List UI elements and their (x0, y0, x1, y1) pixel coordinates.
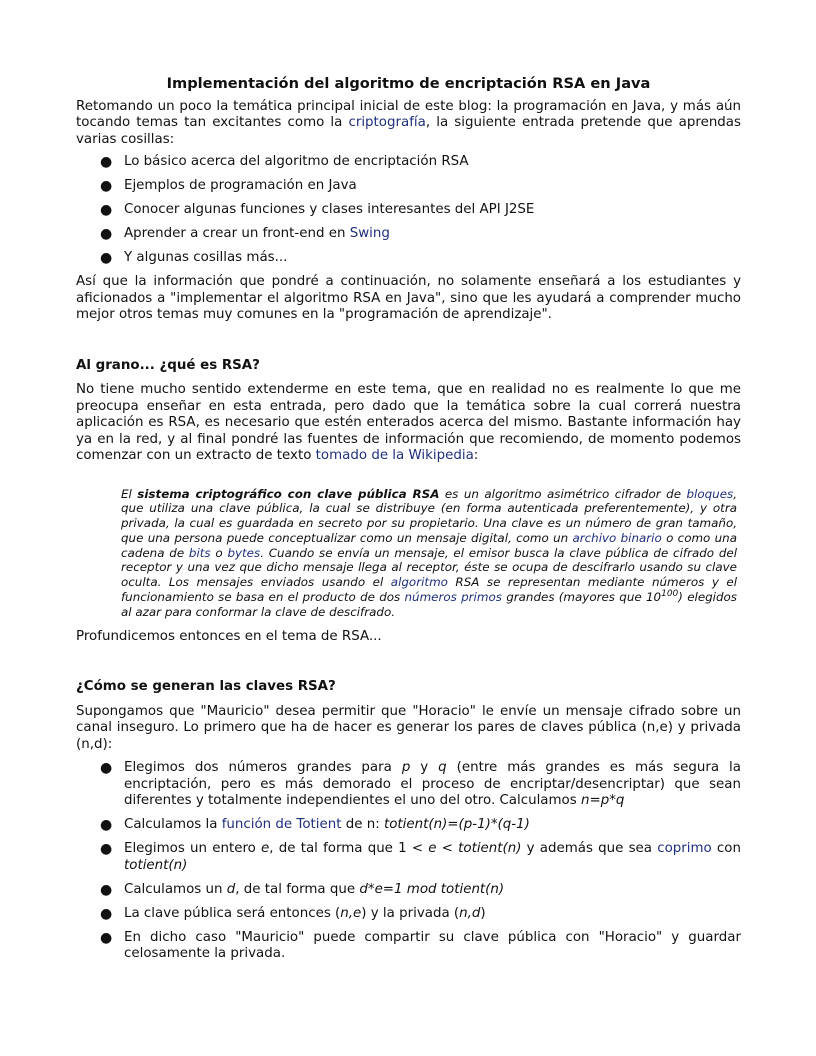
step-text: , de tal forma que 1 < (269, 841, 429, 857)
quote-text: El (121, 486, 138, 501)
step-text: Elegimos dos números grandes para (124, 760, 402, 776)
steps-list (76, 760, 741, 963)
step-text: de n: (341, 817, 384, 833)
bullet-icon: ● (100, 226, 113, 242)
step-text: y (410, 760, 439, 776)
intro-paragraph (76, 99, 741, 149)
list-item (76, 841, 741, 874)
bullet-icon: ● (100, 154, 113, 170)
paragraph-two: Así que la información que pondré a continuación, no solamente enseñará a los estudiantes y aficionados a "implementar el algoritmo RSA en Java", sino que les ayudará a comprender mucho mejor otros temas muy comunes en la "programación de aprendizaje". (76, 274, 741, 322)
bullet-icon: ● (100, 881, 113, 898)
quote-text: o (210, 545, 228, 560)
topics-list (76, 154, 741, 267)
list-item-text: Y algunas cosillas más... (124, 250, 288, 265)
section-rsa-paragraph (76, 382, 741, 465)
list-item (76, 250, 741, 267)
var-p: p (401, 760, 411, 776)
link-bloques[interactable]: bloques (686, 486, 734, 501)
var-q: q (438, 760, 447, 776)
var-d: d (226, 881, 236, 897)
link-swing[interactable]: Swing (349, 226, 390, 241)
step-text: (entre más grandes es más segura la encriptación, pero es más demorado el proceso de encriptar/desencriptar) que sean diferentes y totalmente independientes el uno del otro. Calculamos (124, 760, 741, 809)
wikipedia-quote (121, 487, 737, 620)
public-key: n,e (340, 905, 362, 921)
document-title: Implementación del algoritmo de encriptación RSA en Java (166, 75, 651, 92)
bullet-icon: ● (100, 817, 113, 834)
list-item-text: Aprender a crear un front-end en (124, 226, 350, 241)
link-criptografia[interactable]: criptografía (348, 115, 426, 130)
bullet-icon: ● (100, 929, 113, 946)
quote-text: . Cuando se envía un mensaje, el emisor busca la clave pública de cifrado del receptor y una vez que dicho mensaje llega al receptor, éste se ocupa de descifrarlo usando su clave oculta. Los mensajes enviados usando el (121, 545, 737, 590)
list-item-text: Conocer algunas funciones y clases interesantes del API J2SE (124, 202, 535, 217)
step-text: Calculamos un (124, 881, 227, 897)
list-item (76, 178, 741, 195)
link-bytes[interactable]: bytes (227, 545, 261, 560)
formula-totient-n: totient(n) (124, 857, 188, 873)
list-item (76, 226, 741, 243)
step-text: , de tal forma que (235, 881, 360, 897)
link-archivo-binario[interactable]: archivo binario (572, 530, 662, 545)
document (76, 70, 741, 970)
step-text: ) y la privada ( (361, 905, 460, 921)
step-text: Elegimos un entero (124, 841, 262, 857)
quote-bold-text: sistema criptográfico con clave pública RSA (137, 486, 440, 501)
section-heading-keys: ¿Cómo se generan las claves RSA? (76, 679, 336, 695)
formula-e-range: e < totient(n) (428, 841, 522, 857)
quote-text-end: ) elegidos al azar para conformar la clave de descifrado. (121, 590, 737, 619)
quote-text: o como una cadena de (121, 530, 737, 560)
bullet-icon: ● (100, 178, 113, 194)
bullet-icon: ● (100, 841, 113, 858)
step-text: con (711, 841, 741, 857)
step-text: La clave pública será entonces ( (124, 905, 341, 921)
link-coprimo[interactable]: coprimo (657, 841, 712, 857)
private-key: n,d (459, 905, 481, 921)
step-text: ) (480, 905, 486, 921)
paragraph-three: Profundicemos entonces en el tema de RSA... (76, 628, 382, 644)
step-text: Calculamos la (124, 817, 222, 833)
list-item (76, 154, 741, 171)
list-item (76, 906, 741, 923)
step-text: y además que sea (521, 841, 658, 857)
bullet-icon: ● (100, 760, 113, 777)
link-wikipedia[interactable]: tomado de la Wikipedia (315, 448, 474, 463)
formula-d: d*e=1 mod totient(n) (359, 881, 505, 897)
link-bits[interactable]: bits (188, 545, 211, 560)
exponent: 100 (661, 589, 679, 600)
section-heading-rsa: Al grano... ¿qué es RSA? (76, 357, 260, 373)
list-item (76, 202, 741, 219)
link-numeros-primos[interactable]: números primos (404, 590, 502, 605)
bullet-icon: ● (100, 905, 113, 922)
bullet-icon: ● (100, 250, 113, 266)
link-algoritmo[interactable]: algoritmo (390, 575, 448, 590)
formula-n: n=p*q (580, 793, 625, 809)
var-e: e (261, 841, 270, 857)
section-rsa-text-end: : (473, 448, 479, 463)
quote-text: RSA se representan mediante números y el funcionamiento se basa en el producto de dos (121, 575, 737, 605)
quote-text: grandes (mayores que 10 (501, 590, 662, 605)
list-item (76, 760, 741, 810)
list-item-text: Lo básico acerca del algoritmo de encriptación RSA (124, 154, 469, 169)
bullet-icon: ● (100, 202, 113, 218)
formula-totient: totient(n)=(p-1)*(q-1) (383, 817, 530, 833)
step-text: En dicho caso "Mauricio" puede compartir su clave pública con "Horacio" y guardar celosamente la privada. (124, 929, 741, 962)
intro-text-end: , la siguiente entrada pretende que aprendas varias cosillas: (76, 115, 741, 147)
list-item (76, 882, 741, 899)
list-item (76, 817, 741, 834)
quote-text: es un algoritmo asimétrico cifrador de (439, 486, 687, 501)
list-item (76, 930, 741, 963)
link-funcion-totient[interactable]: función de Totient (221, 817, 342, 833)
list-item-text: Ejemplos de programación en Java (124, 178, 357, 193)
section-rsa-text: No tiene mucho sentido extenderme en este tema, que en realidad no es realmente lo que me preocupa enseñar en esta entrada, pero dado que la temática sobre la cual correrá nuestra aplicación es RSA, es necesario que estén enterados acerca del mismo. Bastante información hay ya en la red, y al final pondré las fuentes de información que recomiendo, de momento podemos comenzar con un extracto de texto (76, 382, 741, 463)
intro-text: Retomando un poco la temática principal inicial de este blog: la programación en Java, y más aún tocando temas tan excitantes como la (76, 98, 741, 130)
quote-text: , que utiliza una clave pública, la cual se distribuye (en forma autenticada preferentemente), y otra privada, la cual es guardada en secreto por su propietario. Una clave es un número de gran tamaño, que una persona puede conceptualizar como un mensaje digital, como un (121, 486, 737, 545)
section-keys-paragraph: Supongamos que "Mauricio" desea permitir que "Horacio" le envíe un mensaje cifrado sobre un canal inseguro. Lo primero que ha de hacer es generar los pares de claves pública (n,e) y privada (n,d): (76, 703, 741, 752)
